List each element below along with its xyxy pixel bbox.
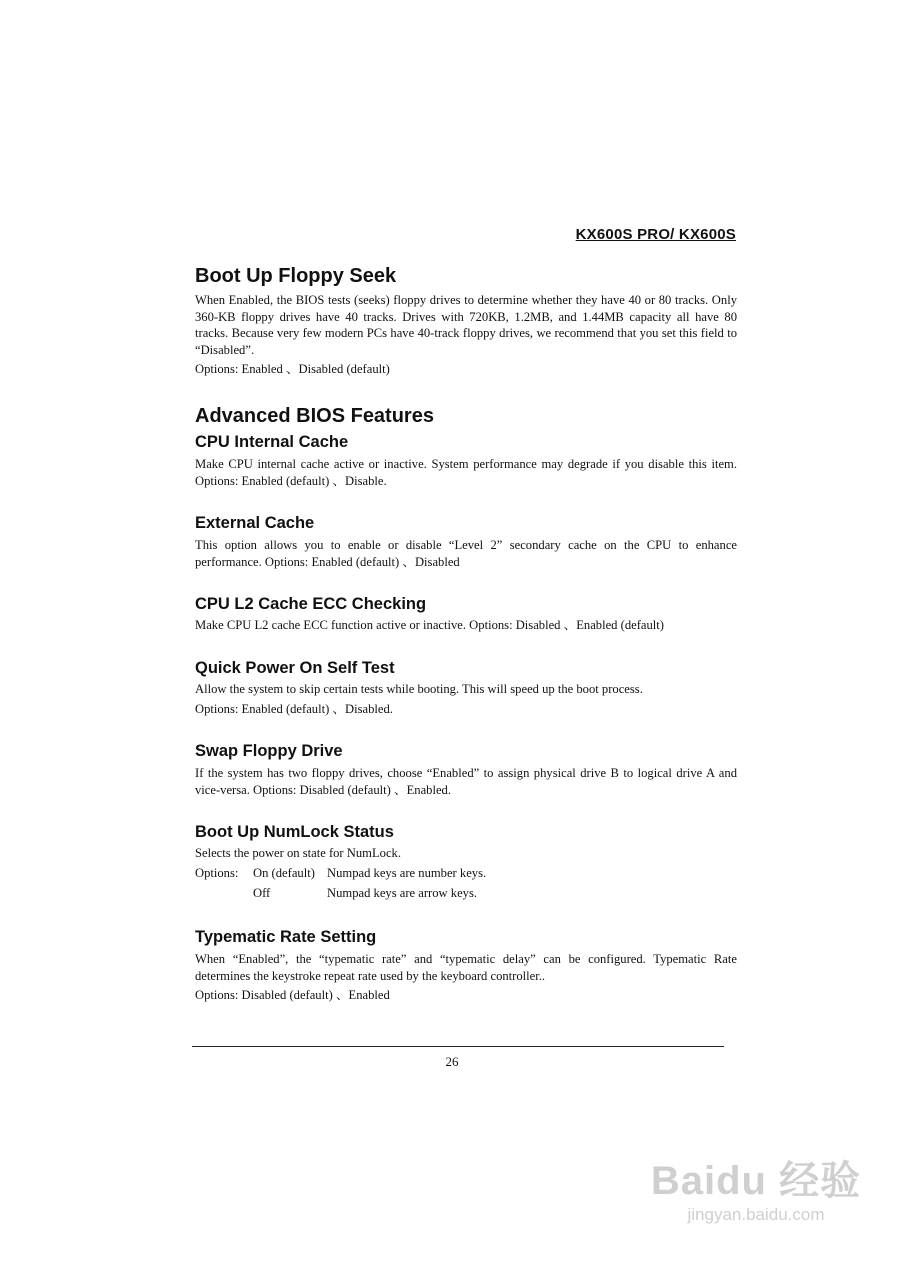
numlock-option-row bbox=[195, 863, 737, 883]
numlock-option-value: On (default) bbox=[253, 865, 315, 880]
baidu-watermark bbox=[646, 1158, 866, 1226]
numlock-options-label: Options: bbox=[195, 865, 239, 880]
external-cache-body: This option allows you to enable or disable “Level 2” secondary cache on the CPU to enhance performance. Options: Enabled (default) 、Disabled bbox=[195, 538, 737, 569]
page-number: 26 bbox=[445, 1054, 459, 1069]
quick-post-body: Allow the system to skip certain tests while booting. This will speed up the boot process. bbox=[195, 681, 643, 696]
numlock-options-table bbox=[195, 863, 737, 903]
footer-divider bbox=[192, 1046, 724, 1047]
cpu-internal-cache-body: Make CPU internal cache active or inactive. System performance may degrade if you disable this item. Options: Enabled (default) 、Disable. bbox=[195, 456, 737, 488]
boot-floppy-seek-body: When Enabled, the BIOS tests (seeks) floppy drives to determine whether they have 40 or 80 tracks. Only 360-KB floppy drives have 40 tracks. Drives with 720KB, 1.2MB, and 1.44MB capacity all have 80 tracks. Because very few modern PCs have 40-track floppy drives, we recommend that you set this field to “Disabled”. bbox=[195, 293, 737, 357]
numlock-option-value: Off bbox=[253, 885, 271, 900]
numlock-option-desc: Numpad keys are number keys. bbox=[327, 865, 487, 880]
boot-floppy-seek-heading: Boot Up Floppy Seek bbox=[195, 265, 397, 287]
numlock-option-row bbox=[195, 883, 737, 903]
l2-ecc-body: Make CPU L2 cache ECC function active or inactive. Options: Disabled 、Enabled (default) bbox=[195, 618, 664, 633]
external-cache-heading: External Cache bbox=[195, 514, 315, 533]
typematic-options: Options: Disabled (default) 、Enabled bbox=[195, 988, 390, 1003]
cpu-internal-cache-heading: CPU Internal Cache bbox=[195, 432, 349, 451]
swap-floppy-heading: Swap Floppy Drive bbox=[195, 742, 343, 761]
boot-floppy-seek-options: Options: Enabled 、Disabled (default) bbox=[195, 362, 390, 377]
document-model-header: KX600S PRO/ KX600S bbox=[575, 226, 736, 243]
quick-post-options: Options: Enabled (default) 、Disabled. bbox=[195, 701, 393, 716]
typematic-heading: Typematic Rate Setting bbox=[195, 927, 377, 946]
swap-floppy-body: If the system has two floppy drives, choose “Enabled” to assign physical drive B to logical drive A and vice-versa. Options: Disabled (default) 、Enabled. bbox=[195, 766, 737, 797]
typematic-body: When “Enabled”, the “typematic rate” and “typematic delay” can be configured. Typematic Rate determines the keystroke repeat rate used by the keyboard controller.. bbox=[195, 951, 737, 983]
quick-post-heading: Quick Power On Self Test bbox=[195, 658, 395, 677]
watermark-url: jingyan.baidu.com bbox=[687, 1205, 825, 1224]
l2-ecc-heading: CPU L2 Cache ECC Checking bbox=[195, 595, 427, 614]
advanced-bios-heading: Advanced BIOS Features bbox=[195, 404, 434, 427]
numlock-heading: Boot Up NumLock Status bbox=[195, 823, 394, 842]
numlock-body: Selects the power on state for NumLock. bbox=[195, 846, 401, 861]
watermark-logo-text: Baidu 经验 bbox=[650, 1159, 862, 1203]
document-content bbox=[195, 262, 737, 1004]
numlock-option-desc: Numpad keys are arrow keys. bbox=[327, 885, 478, 900]
